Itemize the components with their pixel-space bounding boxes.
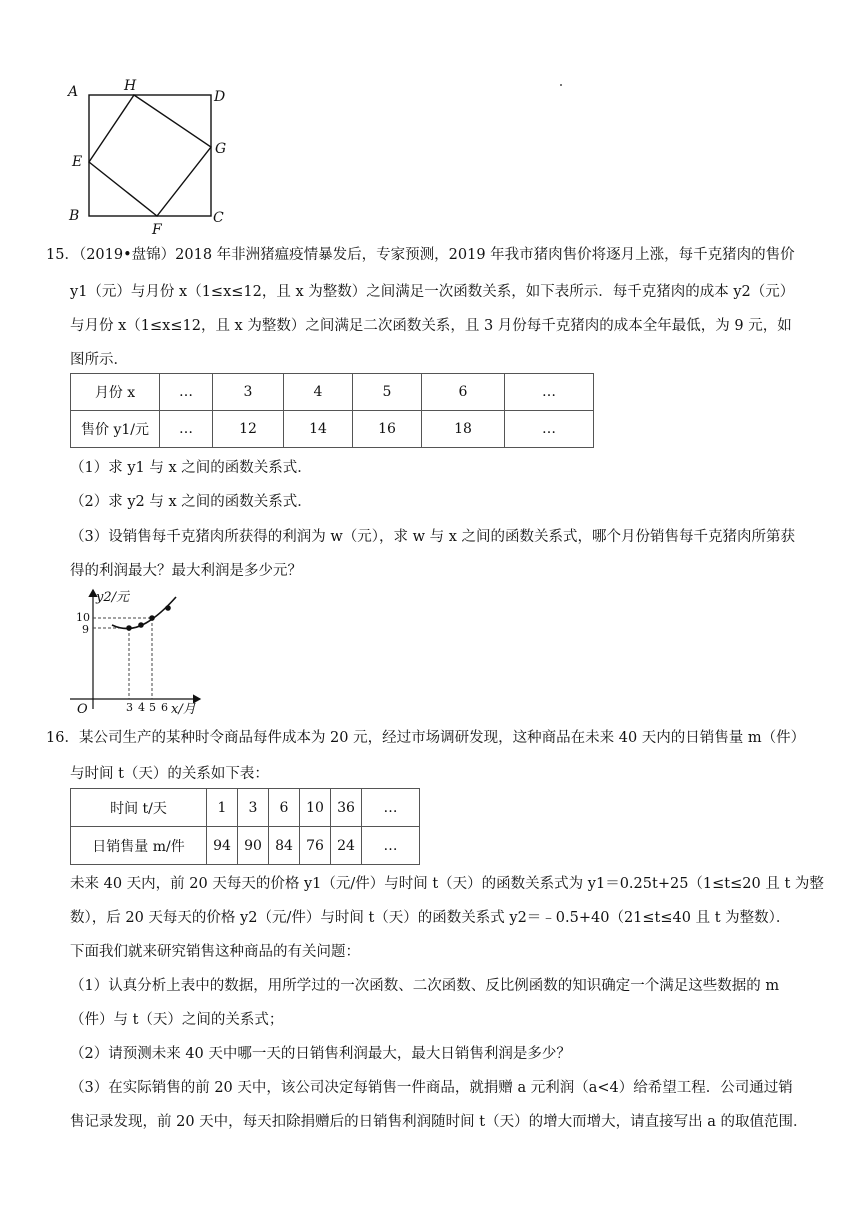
label-E: E — [72, 154, 83, 170]
label-G: G — [215, 141, 227, 157]
inner-square — [89, 95, 211, 216]
q15-line4: 图所示． — [70, 352, 128, 368]
table-cell: 90 — [238, 827, 269, 865]
q15-part3b: 得的利润最大？最大利润是多少元？ — [70, 563, 302, 579]
square-figure — [60, 74, 240, 238]
label-D: D — [214, 89, 226, 105]
label-H: H — [124, 78, 137, 94]
q16-table — [70, 788, 420, 865]
q16-text1: 某公司生产的某种时令商品每件成本为 20 元，经过市场调研发现，这种商品在未来 40 天内的日销售量 m（件） — [78, 730, 806, 746]
table-row — [71, 411, 594, 448]
q16-part3a: （3）在实际销售的前 20 天中，该公司决定每销售一件商品，就捐赠 a 元利润（a<4）给希望工程．公司通过销 — [70, 1080, 793, 1096]
q16-line4: 数），后 20 天每天的价格 y2（元/件）与时间 t（天）的函数关系式 y2＝﹣0.5+40（21≤t≤40 且 t 为整数）． — [70, 910, 791, 926]
table-cell: 售价 y1/元 — [71, 411, 160, 448]
data-point — [165, 605, 171, 611]
table-cell: … — [362, 789, 420, 827]
q15-part3a: （3）设销售每千克猪肉所获得的利润为 w（元），求 w 与 x 之间的函数关系式，哪个月份销售每千克猪肉所第获 — [70, 529, 796, 545]
q15-line3: 与月份 x（1≤x≤12，且 x 为整数）之间满足二次函数关系，且 3 月份每千克猪肉的成本全年最低，为 9 元，如 — [70, 318, 792, 334]
table-cell: 3 — [238, 789, 269, 827]
stray-dot — [560, 84, 562, 86]
q16-part1b: （件）与 t（天）之间的关系式； — [70, 1012, 284, 1028]
table-cell: 日销售量 m/件 — [71, 827, 207, 865]
table-cell: 16 — [353, 411, 422, 448]
q15-part1: （1）求 y1 与 x 之间的函数关系式． — [70, 460, 312, 476]
x-tick-5: 5 — [149, 701, 156, 714]
table-cell: 10 — [300, 789, 331, 827]
x-tick-4: 4 — [138, 701, 145, 714]
table-cell: 84 — [269, 827, 300, 865]
label-B: B — [69, 208, 80, 224]
table-cell: 76 — [300, 827, 331, 865]
y-tick-10: 10 — [76, 611, 90, 624]
data-point — [149, 615, 155, 621]
q15-table — [70, 373, 594, 448]
data-point — [138, 622, 144, 628]
table-cell: … — [505, 374, 594, 411]
table-cell: 12 — [213, 411, 284, 448]
table-cell: 6 — [422, 374, 505, 411]
table-cell: 18 — [422, 411, 505, 448]
q15-line1 — [46, 245, 795, 265]
q16-part2: （2）请预测未来 40 天中哪一天的日销售利润最大，最大日销售利润是多少？ — [70, 1046, 571, 1062]
table-cell: 月份 x — [71, 374, 160, 411]
table-cell: … — [362, 827, 420, 865]
cost-graph — [60, 585, 210, 720]
table-cell: 1 — [207, 789, 238, 827]
table-cell: 3 — [213, 374, 284, 411]
table-row — [71, 374, 594, 411]
q15-line2: y1（元）与月份 x（1≤x≤12，且 x 为整数）之间满足一次函数关系，如下表所示．每千克猪肉的成本 y2（元） — [70, 284, 795, 300]
label-C: C — [213, 210, 224, 226]
q16-line3: 未来 40 天内，前 20 天每天的价格 y1（元/件）与时间 t（天）的函数关系式为 y1＝0.25t+25（1≤t≤20 且 t 为整 — [70, 876, 824, 892]
table-cell: … — [160, 411, 213, 448]
q16-line5: 下面我们就来研究销售这种商品的有关问题： — [70, 944, 360, 960]
table-cell: 4 — [284, 374, 353, 411]
table-row — [71, 827, 420, 865]
x-axis-label: x/月 — [171, 702, 196, 717]
x-tick-3: 3 — [126, 701, 133, 714]
q15-text1: （2019•盘锦）2018 年非洲猪瘟疫情暴发后，专家预测，2019 年我市猪肉售价将逐月上涨，每千克猪肉的售价 — [78, 247, 795, 263]
label-F: F — [152, 222, 162, 238]
q16-number: 16． — [46, 730, 79, 746]
q16-part1a: （1）认真分析上表中的数据，用所学过的一次函数、二次函数、反比例函数的知识确定一个满足这些数据的 m — [70, 978, 780, 994]
table-cell: … — [505, 411, 594, 448]
table-cell: 14 — [284, 411, 353, 448]
table-cell: … — [160, 374, 213, 411]
table-cell: 6 — [269, 789, 300, 827]
q16-line2: 与时间 t（天）的关系如下表： — [70, 766, 269, 782]
q15-number: 15． — [46, 247, 79, 263]
table-row — [71, 789, 420, 827]
label-A: A — [68, 84, 79, 100]
table-cell: 5 — [353, 374, 422, 411]
y-axis-label: y2/元 — [96, 590, 129, 605]
x-tick-6: 6 — [161, 701, 168, 714]
table-cell: 94 — [207, 827, 238, 865]
table-cell: 时间 t/天 — [71, 789, 207, 827]
q16-line1 — [46, 728, 805, 748]
q15-part2: （2）求 y2 与 x 之间的函数关系式． — [70, 494, 312, 510]
q16-part3b: 售记录发现，前 20 天中，每天扣除捐赠后的日销售利润随时间 t（天）的增大而增大，请直接写出 a 的取值范围． — [70, 1114, 808, 1130]
origin-label: O — [77, 702, 88, 717]
table-cell: 36 — [331, 789, 362, 827]
data-point — [126, 625, 132, 631]
table-cell: 24 — [331, 827, 362, 865]
y-tick-9: 9 — [82, 623, 89, 636]
outer-square — [89, 95, 211, 216]
